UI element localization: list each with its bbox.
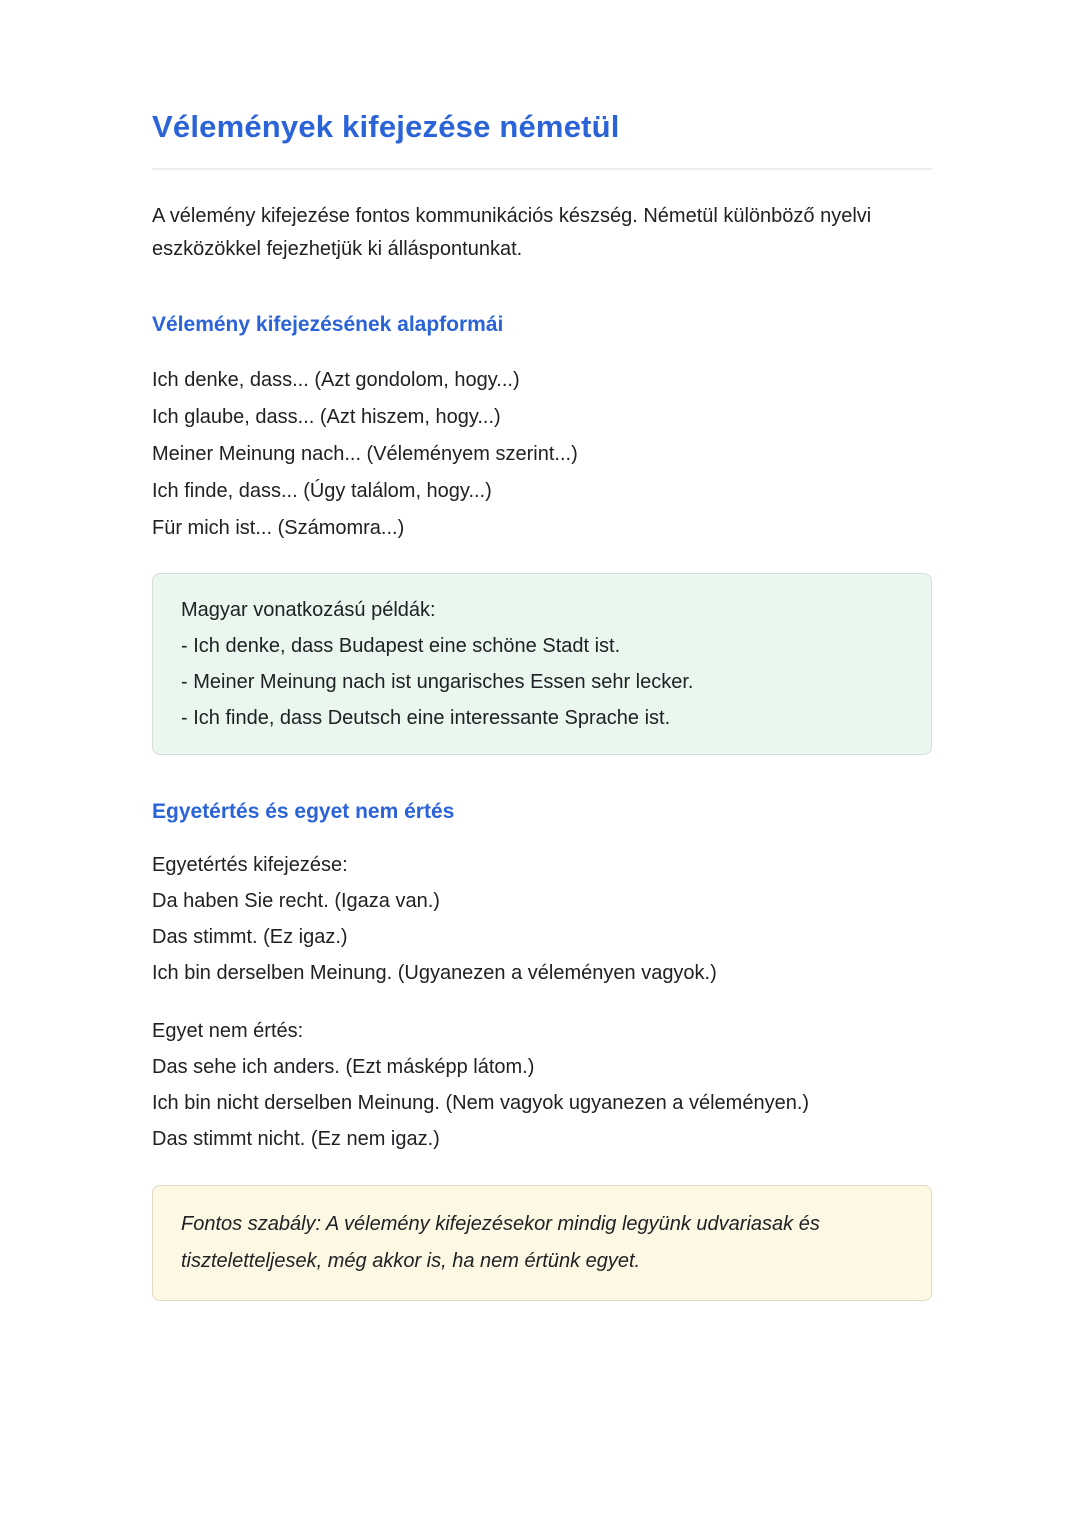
important-rule-box [152, 1185, 932, 1301]
phrase-line: Ich finde, dass... (Úgy találom, hogy...) [152, 480, 492, 502]
agreement-phrases-group [152, 847, 932, 991]
basic-phrases-list [152, 362, 932, 547]
examples-box-title: Magyar vonatkozású példák: [181, 599, 436, 621]
document-page [152, 0, 932, 1301]
intro-paragraph: A vélemény kifejezése fontos kommunikációs készség. Németül különböző nyelvi eszközökkel fejezhetjük ki álláspontunkat. [152, 205, 872, 260]
group-label: Egyet nem értés: [152, 1020, 304, 1042]
phrase-line: Da haben Sie recht. (Igaza van.) [152, 890, 440, 912]
example-line: - Meiner Meinung nach ist ungarisches Essen sehr lecker. [181, 671, 694, 693]
title-divider [152, 168, 932, 170]
phrase-line: Meiner Meinung nach... (Véleményem szerint...) [152, 443, 578, 465]
section-heading-basics: Vélemény kifejezésének alapformái [152, 313, 504, 336]
phrase-line: Ich bin derselben Meinung. (Ugyanezen a véleményen vagyok.) [152, 962, 717, 984]
disagreement-phrases-group [152, 1013, 932, 1157]
phrase-line: Das sehe ich anders. (Ezt másképp látom.) [152, 1056, 535, 1078]
phrase-line: Für mich ist... (Számomra...) [152, 517, 405, 539]
phrase-line: Ich denke, dass... (Azt gondolom, hogy...) [152, 369, 520, 391]
phrase-line: Das stimmt. (Ez igaz.) [152, 926, 348, 948]
section-heading-agreement: Egyetértés és egyet nem értés [152, 800, 455, 823]
hungarian-examples-box [152, 573, 932, 755]
group-label: Egyetértés kifejezése: [152, 854, 348, 876]
phrase-line: Ich glaube, dass... (Azt hiszem, hogy...) [152, 406, 501, 428]
important-rule-text: Fontos szabály: A vélemény kifejezésekor mindig legyünk udvariasak és tiszteletteljesek, még akkor is, ha nem értünk egyet. [181, 1213, 820, 1272]
page-title: Vélemények kifejezése németül [152, 109, 620, 144]
phrase-line: Das stimmt nicht. (Ez nem igaz.) [152, 1128, 440, 1150]
example-line: - Ich denke, dass Budapest eine schöne Stadt ist. [181, 635, 621, 657]
example-line: - Ich finde, dass Deutsch eine interessante Sprache ist. [181, 707, 671, 729]
phrase-line: Ich bin nicht derselben Meinung. (Nem vagyok ugyanezen a véleményen.) [152, 1092, 810, 1114]
